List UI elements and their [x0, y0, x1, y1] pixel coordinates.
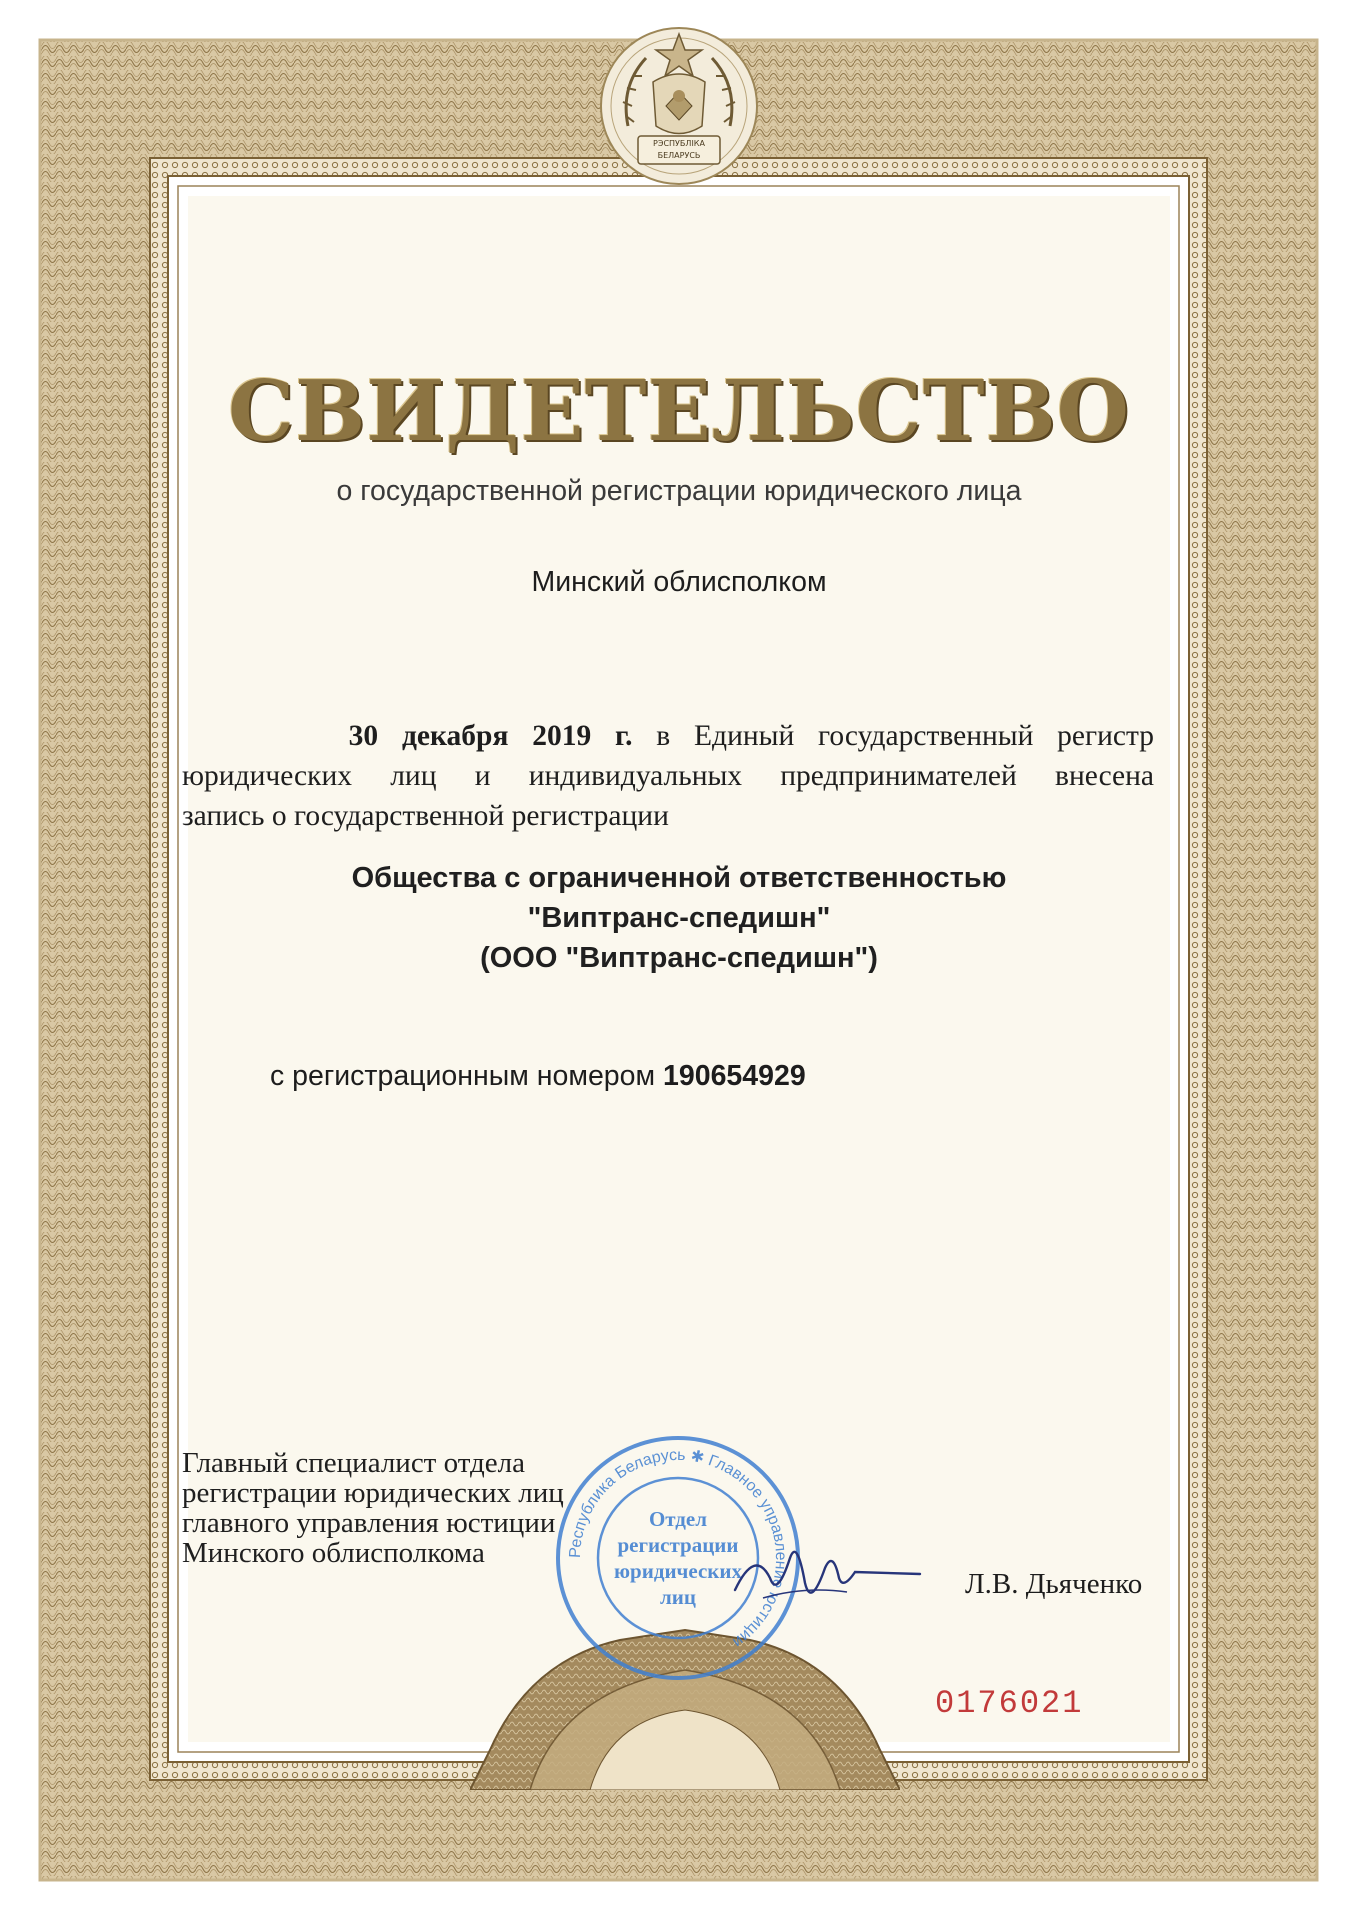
stamp-center-line: юридических — [614, 1559, 742, 1583]
signatory-name: Л.В. Дьяченко — [965, 1568, 1143, 1600]
statement-line-2: юридических лиц и индивидуальных предпринимателей внесена — [182, 760, 1154, 792]
issuing-authority: Минский облисполком — [531, 566, 827, 598]
signatory-position-line: главного управления юстиции — [182, 1507, 556, 1539]
organization-name: "Виптранс-спедишн" — [527, 902, 831, 934]
signatory-position-line: регистрации юридических лиц — [182, 1477, 564, 1509]
organization-full-name: Общества с ограниченной ответственностью — [351, 862, 1007, 894]
certificate-subtitle: о государственной регистрации юридического лица — [336, 475, 1022, 507]
organization-short-name: (ООО "Виптранс-спедишн") — [480, 942, 878, 974]
registration-number: 190654929 — [663, 1060, 806, 1092]
stamp-center-line: Отдел — [648, 1507, 708, 1531]
statement-line-3: запись о государственной регистрации — [182, 800, 669, 832]
signatory-position-line: Главный специалист отдела — [182, 1447, 525, 1479]
serial-number: 0176021 — [935, 1685, 1084, 1722]
certificate-title: СВИДЕТЕЛЬСТВО — [228, 362, 1130, 460]
stamp-center-line: лиц — [660, 1585, 696, 1609]
registration-date: 30 декабря 2019 г. — [348, 720, 633, 752]
stamp-ring-text: Республика Беларусь ✱ Главное управление юстиции — [566, 1446, 790, 1651]
emblem-ribbon-text: РЭСПУБЛІКА БЕЛАРУСЬ — [653, 139, 705, 160]
statement-text-1: в Единый государственный регистр — [656, 720, 1155, 752]
handwritten-signature — [715, 1528, 935, 1618]
signatory-position-line: Минского облисполкома — [182, 1537, 485, 1569]
registration-statement — [182, 716, 1154, 836]
registration-number-line — [270, 1060, 806, 1093]
registration-number-label: с регистрационным номером — [270, 1060, 656, 1092]
stamp-center-line: регистрации — [617, 1533, 739, 1557]
statement-line-1 — [182, 716, 1154, 756]
coat-of-arms-emblem — [598, 6, 760, 196]
